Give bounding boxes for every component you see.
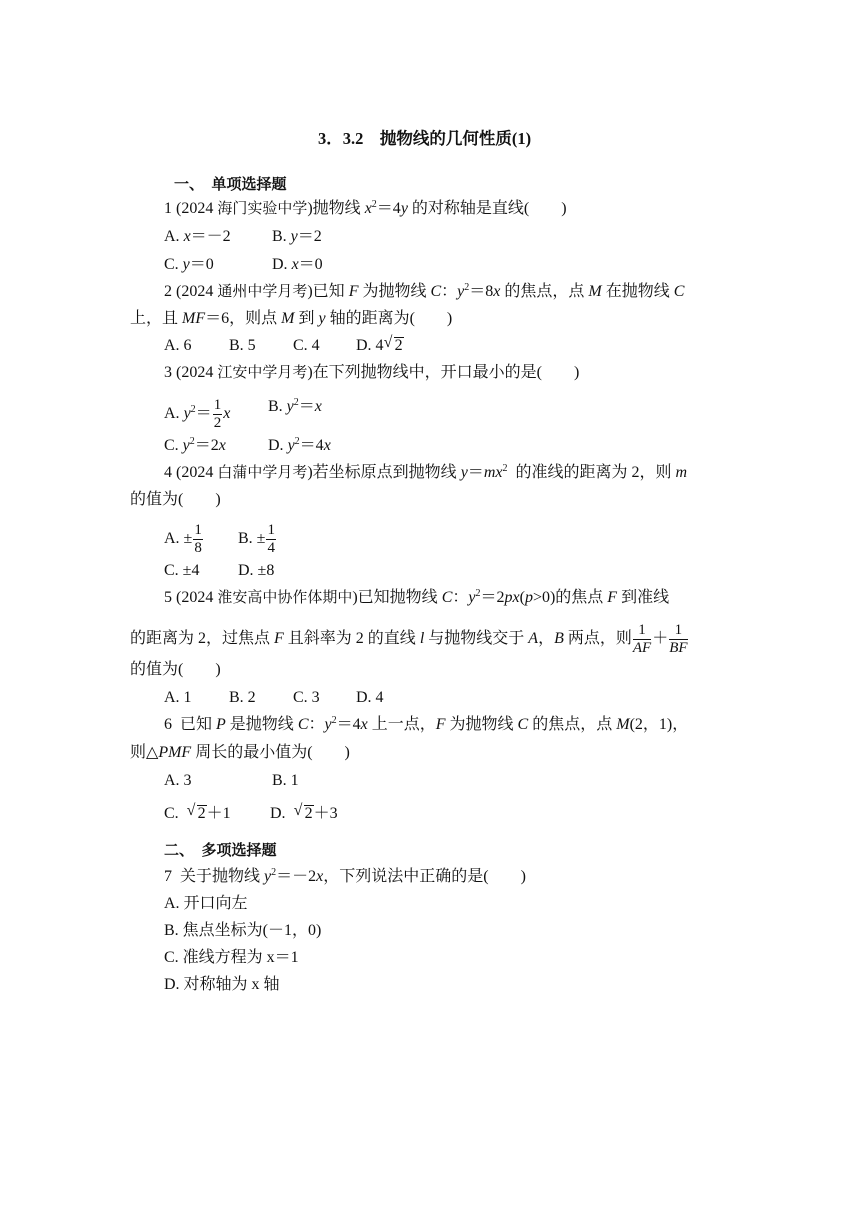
- section-heading-single-choice: 一、 单项选择题: [174, 175, 287, 193]
- q7-option-c: C. 准线方程为 x＝1: [164, 949, 299, 966]
- question-1: 1 (2024 海门实验中学)抛物线 $x^2=4y$ 的对称轴是直线( ): [164, 199, 567, 217]
- question-6-line-2: 则△PMF 周长的最小值为( ): [130, 744, 350, 761]
- q7-option-d: D. 对称轴为 x 轴: [164, 976, 280, 993]
- question-6: 6 已知 P 是抛物线 C：$y^2=4x$ 上一点，F 为抛物线 C 的焦点，点 M(2，1)，: [164, 715, 689, 733]
- q4-option-d: D. ±8: [238, 562, 275, 579]
- q7-option-b: B. 焦点坐标为(－1，0): [164, 922, 322, 939]
- q3-option-a: A. $y^2=$ $\frac{1}{2}$ x: [164, 397, 231, 431]
- q3-option-c: C. $y^2=2x$: [164, 436, 226, 454]
- q6-option-c: C. √ 2＋1: [164, 802, 231, 822]
- question-2-source: 通州中学月考: [217, 284, 308, 300]
- question-3: 3 (2024 江安中学月考)在下列抛物线中，开口最小的是( ): [164, 364, 580, 381]
- question-5-source: 淮安高中协作体期中: [217, 590, 353, 606]
- q5-option-d: D. 4: [356, 689, 384, 706]
- q2-option-c: C. 4: [293, 337, 320, 354]
- question-4: 4 (2024 白蒲中学月考)若坐标原点到抛物线 $y=mx^2$ 的准线的距离为 2，则 m: [164, 463, 688, 481]
- q4-option-b: B. ± $\frac{1}{4}$: [238, 522, 275, 556]
- q7-option-a: A. 开口向左: [164, 895, 248, 912]
- q3-option-b: B. $y^2=x$: [268, 397, 322, 415]
- question-1-source: 海门实验中学: [217, 201, 308, 217]
- q4-option-a: A. ± $\frac{1}{8}$: [164, 522, 202, 556]
- q5-option-b: B. 2: [229, 689, 256, 706]
- question-5: 5 (2024 淮安高中协作体期中)已知抛物线 C：$y^2=2px(p>0)$的焦点 F 到准线: [164, 588, 670, 606]
- q6-option-d: D. √ 2＋3: [270, 802, 338, 822]
- q2-option-d: D. 4 √ 2: [356, 334, 403, 354]
- question-5-line-3: 的值为( ): [130, 661, 221, 678]
- question-3-source: 江安中学月考: [217, 365, 308, 381]
- question-7: 7 关于抛物线 $y^2=-2x$，下列说法中正确的是( ): [164, 867, 526, 885]
- q6-option-a: A. 3: [164, 772, 192, 789]
- q1-option-a: A. x＝－2: [164, 228, 231, 245]
- question-2-line-2: 上，且 MF＝6，则点 M 到 y 轴的距离为( ): [130, 310, 453, 327]
- section-heading-multiple-choice: 二、 多项选择题: [164, 841, 277, 859]
- q5-option-a: A. 1: [164, 689, 192, 706]
- question-4-line-2: 的值为( ): [130, 491, 221, 508]
- q2-option-a: A. 6: [164, 337, 192, 354]
- question-5-line-2: 的距离为 2，过焦点 F 且斜率为 2 的直线 l 与抛物线交于 A，B 两点，则 $\frac{1}{AF}$ ＋ $\frac{1}{BF}$: [130, 622, 688, 656]
- question-2: 2 (2024 通州中学月考)已知 F 为抛物线 C：$y^2=8x$ 的焦点，点 M 在抛物线 C: [164, 282, 685, 300]
- q1-option-d: D. x＝0: [272, 256, 323, 273]
- q3-option-d: D. $y^2=4x$: [268, 436, 331, 454]
- question-4-source: 白蒲中学月考: [217, 465, 308, 481]
- q2-option-b: B. 5: [229, 337, 256, 354]
- q1-option-b: B. y＝2: [272, 228, 322, 245]
- q6-option-b: B. 1: [272, 772, 299, 789]
- q1-option-c: C. y＝0: [164, 256, 214, 273]
- page-title: 3．3.2 抛物线的几何性质(1): [318, 129, 532, 148]
- q5-option-c: C. 3: [293, 689, 320, 706]
- q4-option-c: C. ±4: [164, 562, 200, 579]
